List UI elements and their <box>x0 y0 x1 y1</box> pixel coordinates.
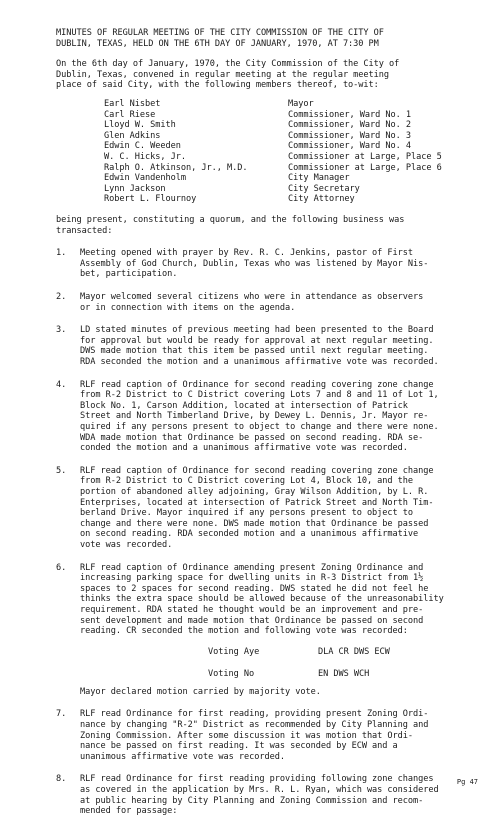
item-line: vote was recorded. <box>80 540 173 550</box>
member-role: Commissioner, Ward No. 3 <box>288 130 411 141</box>
member-role: Mayor <box>288 99 314 109</box>
item-line: RLF read Ordinance for first reading, providing present Zoning Ordi- <box>80 709 429 720</box>
item-number: 1. <box>56 248 67 259</box>
intro-line: On the 6th day of January, 1970, the City Commission of the City of <box>56 59 400 70</box>
item-line: unanimous affirmative vote was recorded. <box>80 751 285 762</box>
item-line: Meeting opened with prayer by Rev. R. C. Jenkins, pastor of First <box>80 248 414 259</box>
vote-names: DLA CR DWS ECW <box>318 646 390 657</box>
item-line: nance by changing "R-2" District as recommended by City Planning and <box>80 720 429 730</box>
item-line: requirement. RDA stated he thought would be an improvement and pre- <box>80 605 424 615</box>
member-name: Ralph O. Atkinson, Jr., M.D. <box>104 162 248 173</box>
vote-names: EN DWS WCH <box>318 668 370 679</box>
item-line: portion of abandoned alley adjoining, Gray Wilson Addition, by L. R. <box>80 487 429 497</box>
member-role: Commissioner at Large, Place 5 <box>288 152 442 162</box>
item-line: as covered in the application by Mrs. R. L. Ryan, which was considered <box>80 785 439 795</box>
item-line: reading. CR seconded the motion and following vote was recorded: <box>80 626 408 637</box>
member-name: Robert L. Flournoy <box>104 194 197 205</box>
quorum-line: being present, constituting a quorum, and the following business was <box>56 215 405 225</box>
item-line: WDA made motion that Ordinance be passed on second reading. RDA se- <box>80 432 424 443</box>
minutes-title-line: DUBLIN, TEXAS, HELD ON THE 6TH DAY OF JANUARY, 1970, AT 7:30 PM <box>56 38 379 49</box>
vote-result: Mayor declared motion carried by majority vote. <box>80 686 321 697</box>
item-line: conded the motion and a unanimous affirmative vote was recorded. <box>80 443 408 454</box>
member-role: Commissioner, Ward No. 2 <box>288 120 411 131</box>
item-number: 6. <box>56 562 67 573</box>
member-role: Commissioner at Large, Place 6 <box>288 162 442 173</box>
item-line: RLF read caption of Ordinance for second reading covering zone change <box>80 465 434 476</box>
item-line: Zoning Commission. After some discussion it was motion that Ordi- <box>80 730 414 741</box>
item-line: quired if any persons present to object to change and there were none. <box>80 422 439 432</box>
item-line: LD stated minutes of previous meeting had been presented to the Board <box>80 325 434 336</box>
item-line: Enterprises, located at intersection of Patrick Street and North Tim- <box>80 497 434 508</box>
member-name: Glen Adkins <box>104 130 161 141</box>
item-number: 7. <box>56 709 67 720</box>
member-name: W. C. Hicks, Jr. <box>104 152 186 162</box>
item-line: at public hearing by City Planning and Zoning Commission and recom- <box>80 795 424 806</box>
item-line: from R-2 District to C District covering Lot 4, Block 10, and the <box>80 476 414 487</box>
item-line: Street and North Timberland Drive, by Dewey L. Dennis, Jr. Mayor re- <box>80 411 429 422</box>
item-line: mended for passage: <box>80 806 178 817</box>
item-line: from R-2 District to C District covering Lots 7 and 8 and 11 of Lot 1, <box>80 390 439 401</box>
minutes-title-line: MINUTES OF REGULAR MEETING OF THE CITY COMMISSION OF THE CITY OF <box>56 28 384 38</box>
member-name: Edwin Vandenholm <box>104 173 186 184</box>
item-line: change and there were none. DWS made motion that Ordinance be passed <box>80 518 429 529</box>
item-line: Block No. 1, Carson Addition, located at intersection of Patrick <box>80 400 408 411</box>
item-line: Assembly of God Church, Dublin, Texas who was listened by Mayor Nis- <box>80 258 429 269</box>
item-line: DWS made motion that this item be passed until next regular meeting. <box>80 346 429 357</box>
member-name: Carl Riese <box>104 109 156 120</box>
item-line: increasing parking space for dwelling units in R-3 District from 1½ <box>80 573 424 584</box>
vote-label: Voting No <box>208 668 255 679</box>
item-line: Mayor welcomed several citizens who were in attendance as observers <box>80 292 424 302</box>
item-line: thinks the extra space should be allowed because of the unreasonability <box>80 594 444 605</box>
item-line: spaces to 2 spaces for second reading. DWS stated he did not feel he <box>80 583 429 594</box>
item-number: 8. <box>56 774 67 785</box>
page-number: Pg 47 <box>456 778 478 786</box>
intro-line: Dublin, Texas, convened in regular meeting at the regular meeting <box>56 69 390 80</box>
quorum-line: transacted: <box>56 225 113 236</box>
member-name: Edwin C. Weeden <box>104 141 181 152</box>
item-line: berland Drive. Mayor inquired if any persons present to object to <box>80 508 414 519</box>
intro-line: place of said City, with the following members thereof, to-wit: <box>56 80 379 91</box>
member-name: Lynn Jackson <box>104 183 166 194</box>
item-number: 3. <box>56 325 67 336</box>
member-role: Commissioner, Ward No. 4 <box>288 141 411 152</box>
item-line: sent development and made motion that Ordinance be passed on second <box>80 615 424 626</box>
member-name: Earl Nisbet <box>104 99 161 109</box>
member-role: City Secretary <box>288 183 360 194</box>
item-number: 2. <box>56 292 67 302</box>
item-line: nance be passed on first reading. It was seconded by ECW and a <box>80 741 398 752</box>
item-number: 5. <box>56 465 67 476</box>
item-line: on second reading. RDA seconded motion and a unanimous affirmative <box>80 529 419 540</box>
member-role: Commissioner, Ward No. 1 <box>288 109 411 120</box>
item-line: RDA seconded the motion and a unanimous affirmative vote was recorded. <box>80 357 439 367</box>
item-line: or in connection with items on the agenda. <box>80 302 296 313</box>
item-line: RLF read caption of Ordinance for second reading covering zone change <box>80 379 434 390</box>
item-line: for approval but would be ready for approval at next regular meeting. <box>80 335 434 346</box>
item-line: RLF read caption of Ordinance amending present Zoning Ordinance and <box>80 562 424 573</box>
member-name: Lloyd W. Smith <box>104 120 176 131</box>
vote-label: Voting Aye <box>208 646 260 657</box>
member-role: City Manager <box>288 173 350 184</box>
member-role: City Attorney <box>288 194 355 205</box>
item-line: RLF read Ordinance for first reading providing following zone changes <box>80 774 434 785</box>
item-line: bet, participation. <box>80 269 178 280</box>
item-number: 4. <box>56 379 67 390</box>
